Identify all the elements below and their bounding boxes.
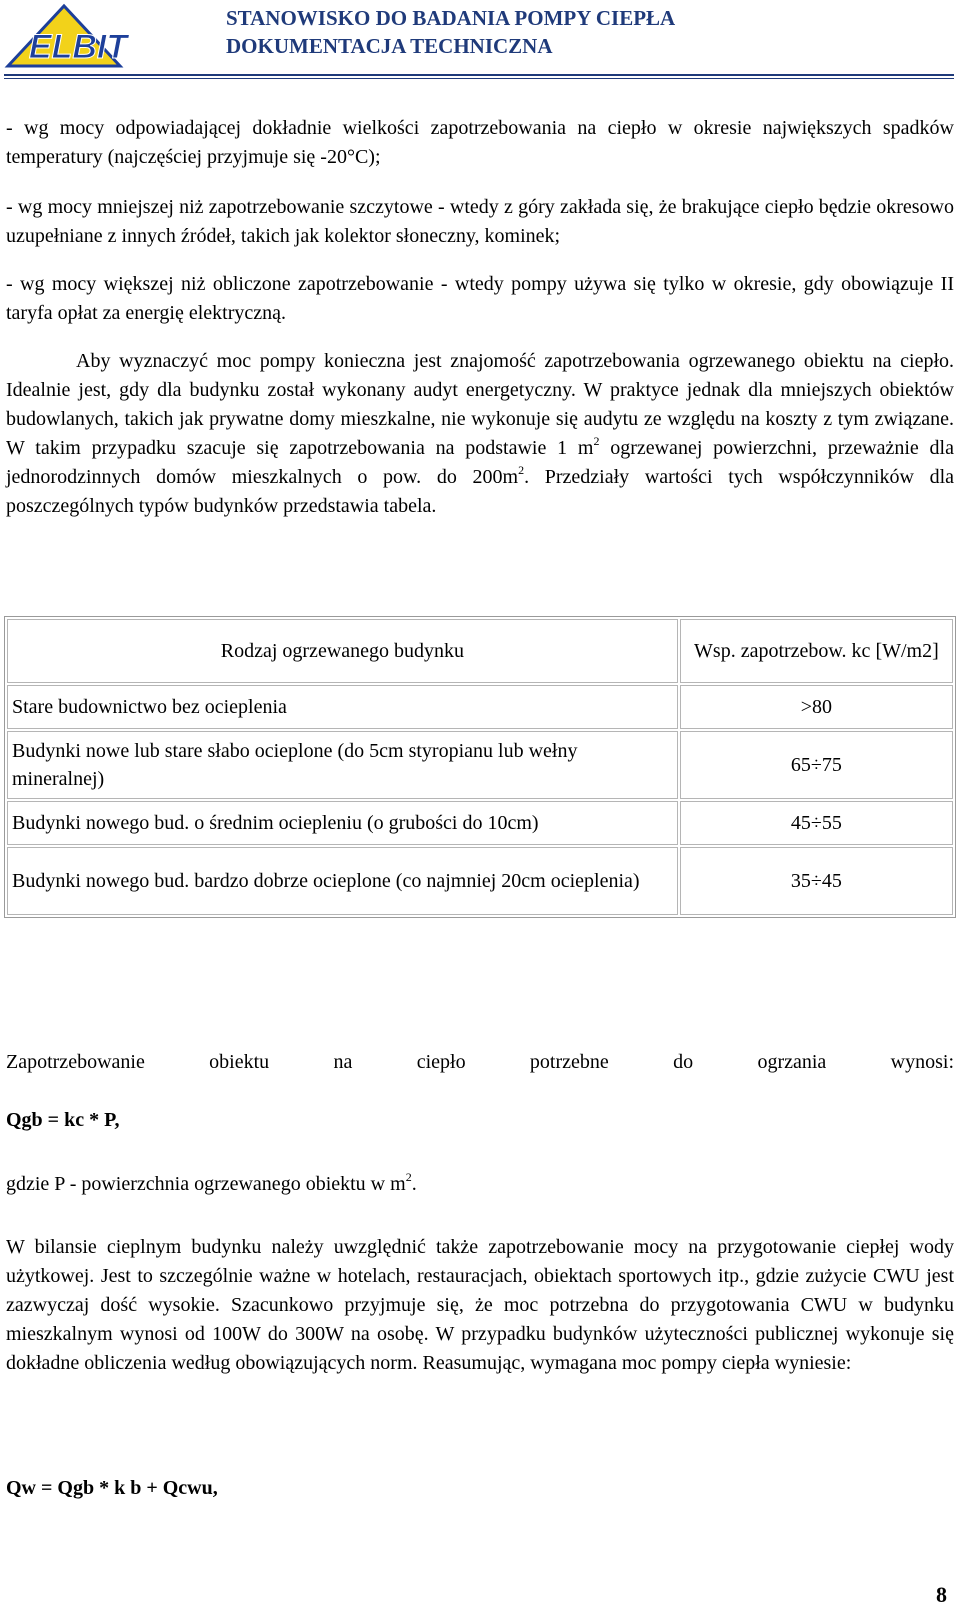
table-cell-building-type: Budynki nowego bud. o średnim ociepleniu (o grubości do 10cm) bbox=[7, 801, 678, 845]
formula-qgb: Qgb = kc * P, bbox=[6, 1109, 120, 1131]
table-cell-building-type: Budynki nowego bud. bardzo dobrze ocieplone (co najmniej 20cm ocieplenia) bbox=[7, 847, 678, 915]
table-row bbox=[7, 685, 953, 729]
table-cell-coefficient: 45÷55 bbox=[680, 801, 953, 845]
header-rule bbox=[4, 74, 954, 76]
paragraph-option-2: - wg mocy mniejszej niż zapotrzebowanie szczytowe - wtedy z góry zakłada się, że brakujące ciepło będzie okresowo uzupełniane z innych źródeł, takich jak kolektor słoneczny, kominek; bbox=[6, 196, 954, 247]
paragraph-area-definition: gdzie P - powierzchnia ogrzewanego obiektu w $m^2$. bbox=[6, 1170, 417, 1195]
table-cell-building-type: Stare budownictwo bez ocieplenia bbox=[7, 685, 678, 729]
elbit-logo bbox=[4, 2, 150, 70]
paragraph-option-3: - wg mocy większej niż obliczone zapotrzebowanie - wtedy pompy używa się tylko w okresie, gdy obowiązuje II taryfa opłat za energię elektryczną. bbox=[6, 273, 954, 324]
document-title bbox=[226, 4, 926, 60]
title-line-2: DOKUMENTACJA TECHNICZNA bbox=[226, 34, 553, 58]
table-header-row bbox=[7, 619, 953, 683]
paragraph-heat-demand-intro: Zapotrzebowanie obiektu na ciepło potrzebne do ogrzania wynosi: bbox=[6, 1051, 954, 1073]
header-rule-thin bbox=[4, 78, 954, 79]
table-header-building-type: Rodzaj ogrzewanego budynku bbox=[7, 619, 678, 683]
paragraph-option-1: - wg mocy odpowiadającej dokładnie wielkości zapotrzebowania na ciepło w okresie największych spadków temperatury (najczęściej przyjmuje się -20°C); bbox=[6, 117, 954, 168]
table-header-coefficient: Wsp. zapotrzebow. kc [W/m2] bbox=[680, 619, 953, 683]
formula-qw: Qw = Qgb * k b + Qcwu, bbox=[6, 1477, 218, 1499]
paragraph-power-estimation: Aby wyznaczyć moc pompy konieczna jest znajomość zapotrzebowania ogrzewanego obiektu na ciepło. Idealnie jest, gdy dla budynku został wykonany audyt energetyczny. W praktyce jednak dla mniejszych obiektów budowlanych, takich jak prywatne domy mieszkalne, nie wykonuje się audytu ze względu na koszty z tym związane. W takim przypadku szacuje się zapotrzebowania na podstawie 1 $m^2$ ogrzewanej powierzchni, przeważnie dla jednorodzinnych domów mieszkalnych o pow. do $200m^2$. Przedziały wartości tych współczynników dla poszczególnych typów budynków przedstawia tabela. bbox=[6, 350, 955, 517]
table-row bbox=[7, 731, 953, 799]
table-cell-building-type: Budynki nowe lub stare słabo ocieplone (do 5cm styropianu lub wełny mineralnej) bbox=[7, 731, 678, 799]
heat-demand-table bbox=[4, 616, 956, 918]
table-row bbox=[7, 801, 953, 845]
table-row bbox=[7, 847, 953, 915]
logo-text: ELBIT bbox=[28, 28, 128, 66]
page-header bbox=[0, 0, 960, 80]
table-cell-coefficient: >80 bbox=[680, 685, 953, 729]
table-cell-coefficient: 35÷45 bbox=[680, 847, 953, 915]
table-cell-coefficient: 65÷75 bbox=[680, 731, 953, 799]
title-line-1: STANOWISKO DO BADANIA POMPY CIEPŁA bbox=[226, 6, 676, 30]
paragraph-hot-water-balance: W bilansie cieplnym budynku należy uwzględnić także zapotrzebowanie mocy na przygotowanie ciepłej wody użytkowej. Jest to szczególnie ważne w hotelach, restauracjach, obiektach sportowych itp., gdzie zużycie CWU jest zazwyczaj dość wysokie. Szacunkowo przyjmuje się, że moc potrzebna do przygotowania CWU w budynku mieszkalnym wynosi od 100W do 300W na osobę. W przypadku budynków użyteczności publicznej wykonuje się dokładne obliczenia według obowiązujących norm. Reasumując, wymagana moc pompy ciepła wyniesie: bbox=[6, 1236, 954, 1374]
page-number: 8 bbox=[936, 1582, 947, 1607]
